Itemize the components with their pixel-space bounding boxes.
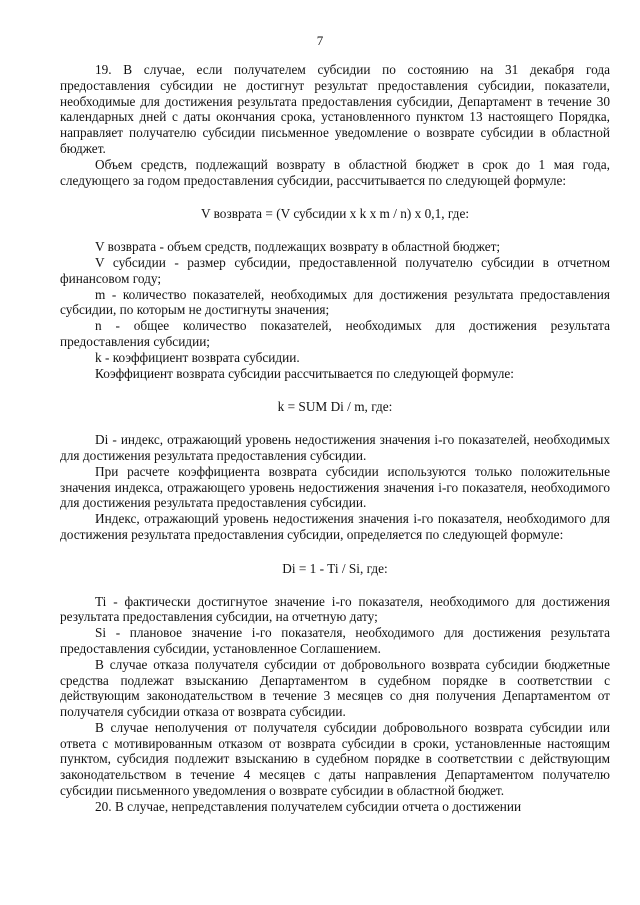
- definition-di: Di - индекс, отражающий уровень недостижения значения i-го показателей, необходимых для достижения результата предоставления субсидии.: [60, 432, 610, 463]
- paragraph-positive-values: При расчете коэффициента возврата субсидии используются только положительные значения индекса, отражающего уровень недостижения значения i-го показателя, необходимого для достижения результата предоставления субсидии.: [60, 463, 610, 511]
- definition-m: m - количество показателей, необходимых для достижения результата предоставления субсидии, по которым не достигнуты значения;: [60, 286, 610, 318]
- definition-v-subsidy: V субсидии - размер субсидии, предоставленной получателю субсидии в отчетном финансовом году;: [60, 254, 610, 286]
- document-body: [60, 62, 610, 815]
- definition-v-return: V возврата - объем средств, подлежащих возврату в областной бюджет;: [95, 239, 501, 255]
- paragraph-20: 20. В случае, непредставления получателем субсидии отчета о достижении: [95, 798, 522, 814]
- formula-di: Di = 1 - Ti / Si, где:: [282, 560, 388, 576]
- paragraph-19: 19. В случае, если получателем субсидии по состоянию на 31 декабря года предоставления субсидии не достигнут результат предоставления субсидии, показатели, необходимые для достижения результата предоставления субсидии, Департамент в течение 30 календарных дней с даты окончания срока, установленного пунктом 13 настоящего Порядка, направляет получателю субсидии письменное уведомление о возврате субсидии в областной бюджет.: [60, 62, 610, 156]
- definition-n: n - общее количество показателей, необходимых для достижения результата предоставления субсидии;: [60, 318, 610, 349]
- definition-k: k - коэффициент возврата субсидии.: [95, 349, 300, 365]
- paragraph-k-formula-intro: Коэффициент возврата субсидии рассчитывается по следующей формуле:: [95, 365, 514, 381]
- definition-si: Si - плановое значение i-го показателя, необходимого для достижения результата предоставления субсидии, установленное Соглашением.: [60, 625, 610, 656]
- page-number: 7: [316, 33, 324, 48]
- paragraph-non-receipt: В случае неполучения от получателя субсидии добровольного возврата субсидии или ответа с мотивированным отказом от возврата субсидии в сроки, установленные настоящим пунктом, субсидия подлежит взысканию в судебном порядке в соответствии с действующим законодательством в течение 4 месяцев с даты направления Департаментом получателю субсидии письменного уведомления о возврате субсидии в областной бюджет.: [60, 719, 610, 799]
- paragraph-refusal: В случае отказа получателя субсидии от добровольного возврата субсидии бюджетные средства подлежат взысканию Департаментом в судебном порядке в соответствии с действующим законодательством в течение 3 месяцев со дня получения Департаментом от получателя субсидии отказа от возврата субсидии.: [60, 656, 610, 720]
- formula-v-return: V возврата = (V субсидии x k x m / n) x 0,1, где:: [200, 206, 470, 222]
- paragraph-return-volume: Объем средств, подлежащий возврату в областной бюджет в срок до 1 мая года, следующего за годом предоставления субсидии, рассчитывается по следующей формуле:: [60, 156, 610, 188]
- paragraph-index-intro: Индекс, отражающий уровень недостижения значения i-го показателя, необходимого для достижения результата предоставления субсидии, определяется по следующей формуле:: [60, 511, 610, 542]
- definition-ti: Ti - фактически достигнутое значение i-го показателя, необходимого для достижения результата предоставления субсидии, на отчетную дату;: [60, 593, 610, 625]
- formula-k: k = SUM Di / m, где:: [277, 399, 393, 415]
